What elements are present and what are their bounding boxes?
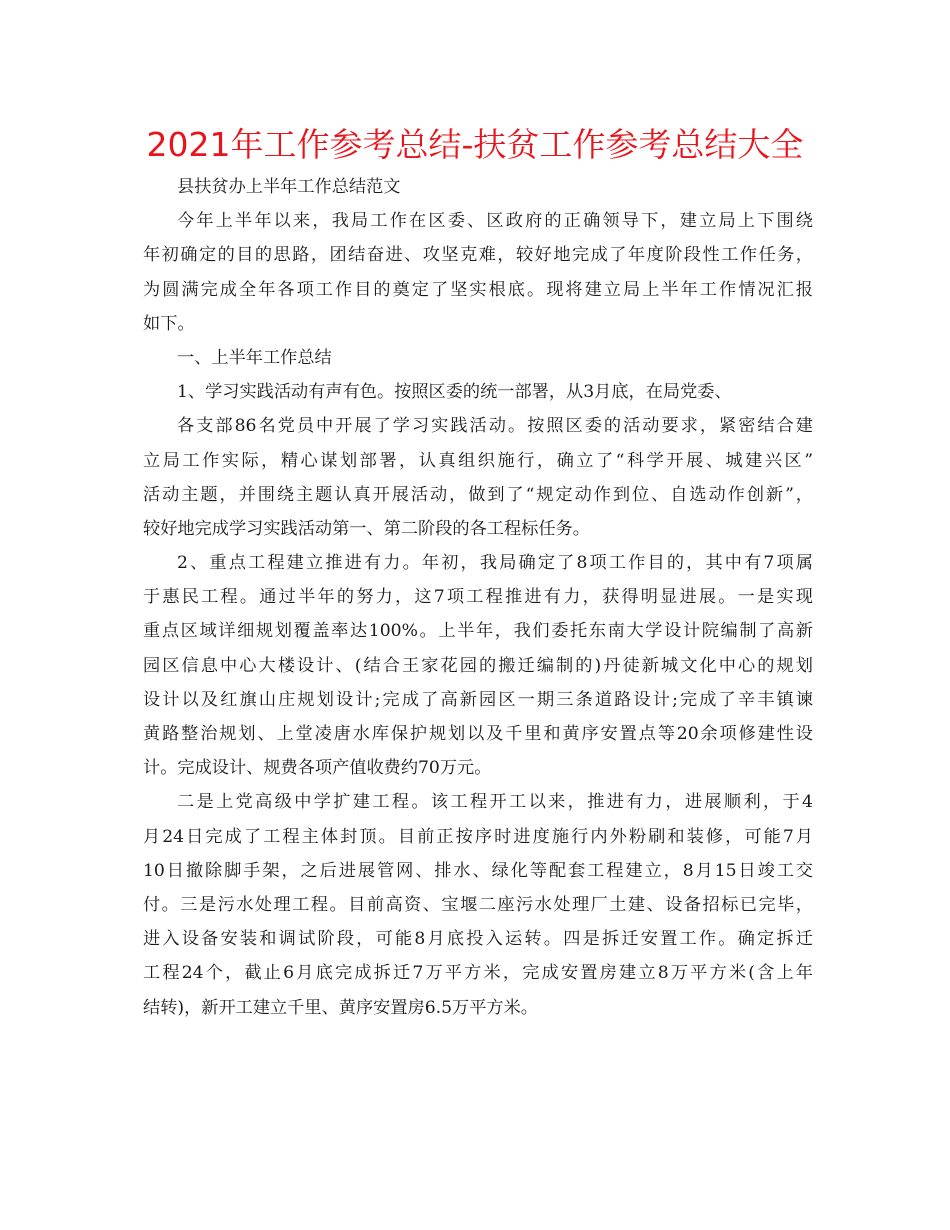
body-line: 各支部86名党员中开展了学习实践活动。按照区委的活动要求，紧密结合建 (177, 416, 813, 437)
body-line: 活动主题，并围绕主题认真开展活动，做到了“规定动作到位、自选动作创新”， (143, 484, 813, 505)
body-line: 园区信息中心大楼设计、(结合王家花园的搬迁编制的)丹徒新城文化中心的规划 (143, 655, 813, 676)
body-line: 较好地完成学习实践活动第一、第二阶段的各工程标任务。 (143, 518, 590, 539)
body-line: 进入设备安装和调试阶段，可能8月底投入运转。四是拆迁安置工作。确定拆迁 (143, 929, 813, 950)
body-line: 2、重点工程建立推进有力。年初，我局确定了8项工作目的，其中有7项属 (177, 553, 813, 574)
body-line: 如下。 (143, 313, 195, 334)
body-line: 于惠民工程。通过半年的努力，这7项工程推进有力，获得明显进展。一是实现 (143, 587, 813, 608)
body-line: 县扶贫办上半年工作总结范文 (177, 177, 401, 197)
document-title: 2021年工作参考总结-扶贫工作参考总结大全 (146, 125, 804, 164)
body-line: 今年上半年以来，我局工作在区委、区政府的正确领导下，建立局上下围绕 (177, 211, 813, 232)
body-line: 1、学习实践活动有声有色。按照区委的统一部署，从3月底，在局党委、 (177, 382, 732, 403)
body-line: 立局工作实际，精心谋划部署，认真组织施行，确立了“科学开展、城建兴区” (143, 450, 813, 471)
body-line: 为圆满完成全年各项工作目的奠定了坚实根底。现将建立局上半年工作情况汇报 (143, 279, 813, 300)
body-line: 黄路整治规划、上堂凌唐水库保护规划以及千里和黄序安置点等20余项修建性设 (143, 724, 813, 744)
body-line: 年初确定的目的思路，团结奋进、攻坚克难，较好地完成了年度阶段性工作任务， (143, 245, 813, 266)
body-line: 一、上半年工作总结 (177, 347, 332, 368)
body-line: 二是上党高级中学扩建工程。该工程开工以来，推进有力，进展顺利，于4 (177, 792, 813, 813)
body-line: 设计以及红旗山庄规划设计;完成了高新园区一期三条道路设计;完成了辛丰镇谏 (143, 689, 813, 710)
body-line: 付。三是污水处理工程。目前高资、宝堰二座污水处理厂土建、设备招标已完毕， (143, 894, 813, 915)
body-line: 结转)，新开工建立千里、黄序安置房6.5万平方米。 (143, 997, 538, 1018)
body-line: 10日撤除脚手架，之后进展管网、排水、绿化等配套工程建立，8月15日竣工交 (143, 860, 813, 881)
body-line: 计。完成设计、规费各项产值收费约70万元。 (143, 758, 492, 779)
document-body (143, 170, 813, 1025)
body-line: 重点区域详细规划覆盖率达100%。上半年，我们委托东南大学设计院编制了高新 (143, 621, 813, 642)
body-line: 月24日完成了工程主体封顶。目前正按序时进度施行内外粉刷和装修，可能7月 (143, 826, 813, 847)
body-line: 工程24个，截止6月底完成拆迁7万平方米，完成安置房建立8万平方米(含上年 (143, 963, 813, 984)
